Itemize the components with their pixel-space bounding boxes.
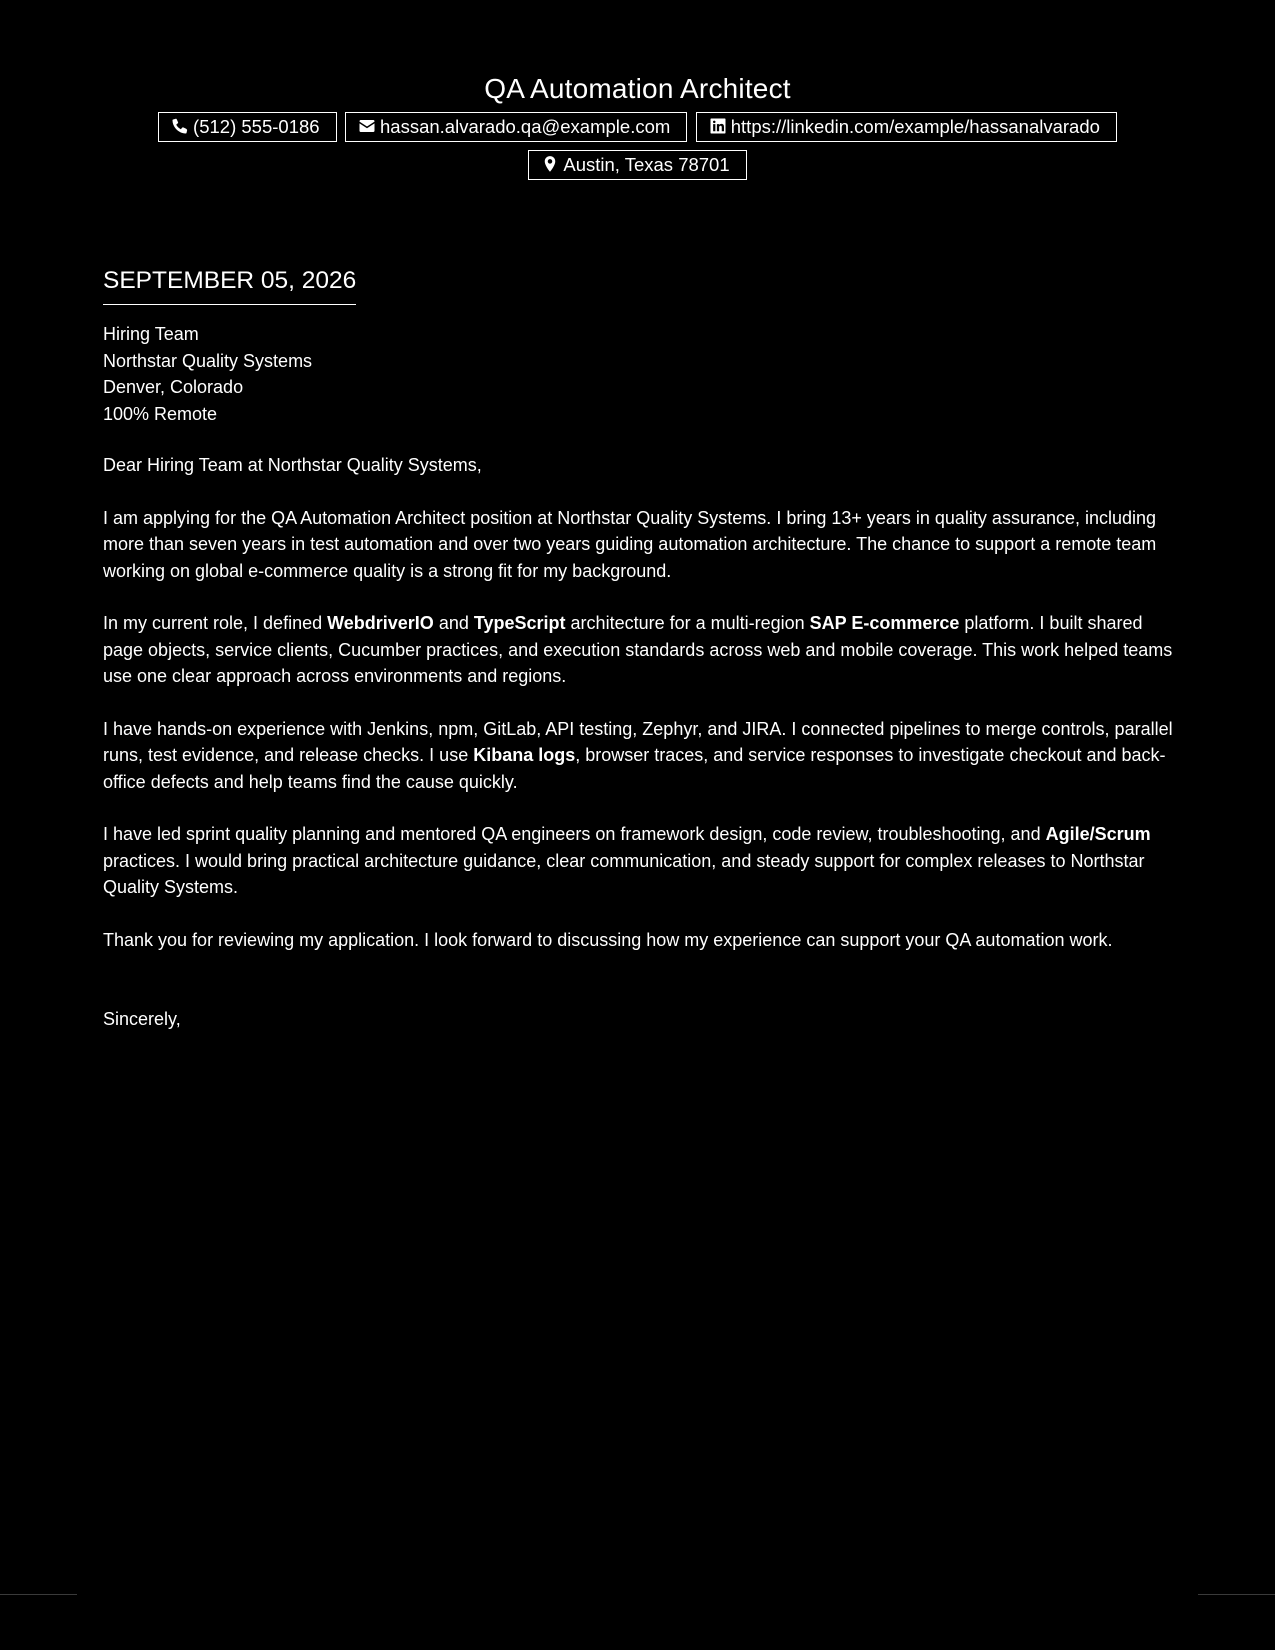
page-title: QA Automation Architect [484,73,791,104]
paragraph-intro [103,505,1173,585]
salutation: Dear Hiring Team at Northstar Quality Systems, [103,455,482,475]
paragraph-text: and [433,613,474,633]
footer-divider-left [0,1594,77,1595]
phone-text: (512) 555-0186 [193,116,320,137]
map-marker-icon [541,155,559,173]
email-text: hassan.alvarado.qa@example.com [380,116,671,137]
letter-date: SEPTEMBER 05, 2026 [103,264,356,305]
highlight-term: WebdriverIO [327,613,434,633]
recipient-line: Hiring Team [103,324,199,344]
highlight-term: Kibana logs [473,745,576,765]
paragraph-text: Thank you for reviewing my application. I look forward to discussing how my experience can support your QA automation work. [103,929,1113,950]
paragraph-closing [103,927,1173,954]
letter-header [0,72,1275,188]
paragraph-leadership [103,821,1173,901]
paragraph-text: In my current role, I defined [103,613,328,633]
footer-divider-right [1198,1594,1275,1595]
letter-body [103,264,1173,1033]
location-contact[interactable] [528,150,746,180]
phone-icon [171,117,189,135]
paragraph-text: platform. I built shared page objects, service clients, Cucumber practices, and execution standards across web and mobile coverage. This work helped teams use one clear approach across environments and regions. [103,613,1173,686]
paragraph-text: practices. I would bring practical architecture guidance, clear communication, and steady support for complex releases to Northstar Quality Systems. [103,850,1145,897]
linkedin-icon [709,117,727,135]
sign-off: Sincerely, [103,1009,181,1029]
location-text: Austin, Texas 78701 [563,154,730,175]
paragraph-tooling [103,716,1173,796]
envelope-icon [358,117,376,135]
linkedin-contact[interactable] [696,112,1117,142]
paragraph-text: I have led sprint quality planning and mentored QA engineers on framework design, code review, troubleshooting, and [103,824,1046,844]
highlight-term: TypeScript [473,613,566,633]
recipient-work-mode: 100% Remote [103,403,218,424]
paragraph-text: , browser traces, and service responses to investigate checkout and back-office defects and help teams find the cause quickly. [103,745,1166,792]
paragraph-text: architecture for a multi-region [565,613,810,633]
recipient-block [103,321,1173,427]
recipient-location: Denver, Colorado [103,377,244,397]
linkedin-text: https://linkedin.com/example/hassanalvarado [730,116,1100,137]
highlight-term: Agile/Scrum [1045,824,1151,844]
recipient-company: Northstar Quality Systems [103,350,313,371]
highlight-term: SAP E-commerce [809,613,960,633]
paragraph-text: I am applying for the QA Automation Architect position at Northstar Quality Systems. I bring 13+ years in quality assurance, including more than seven years in test automation and over two years guiding automation architecture. The chance to support a remote team working on global e-commerce quality is a strong fit for my background. [103,507,1157,581]
contact-bar [118,112,1158,188]
email-contact[interactable] [345,112,687,142]
paragraph-current-role [103,610,1173,690]
paragraph-text: I have hands-on experience with Jenkins, npm, GitLab, API testing, Zephyr, and JIRA. I connected pipelines to merge controls, parallel runs, test evidence, and release checks. I use [103,718,1173,765]
phone-contact[interactable] [158,112,337,142]
